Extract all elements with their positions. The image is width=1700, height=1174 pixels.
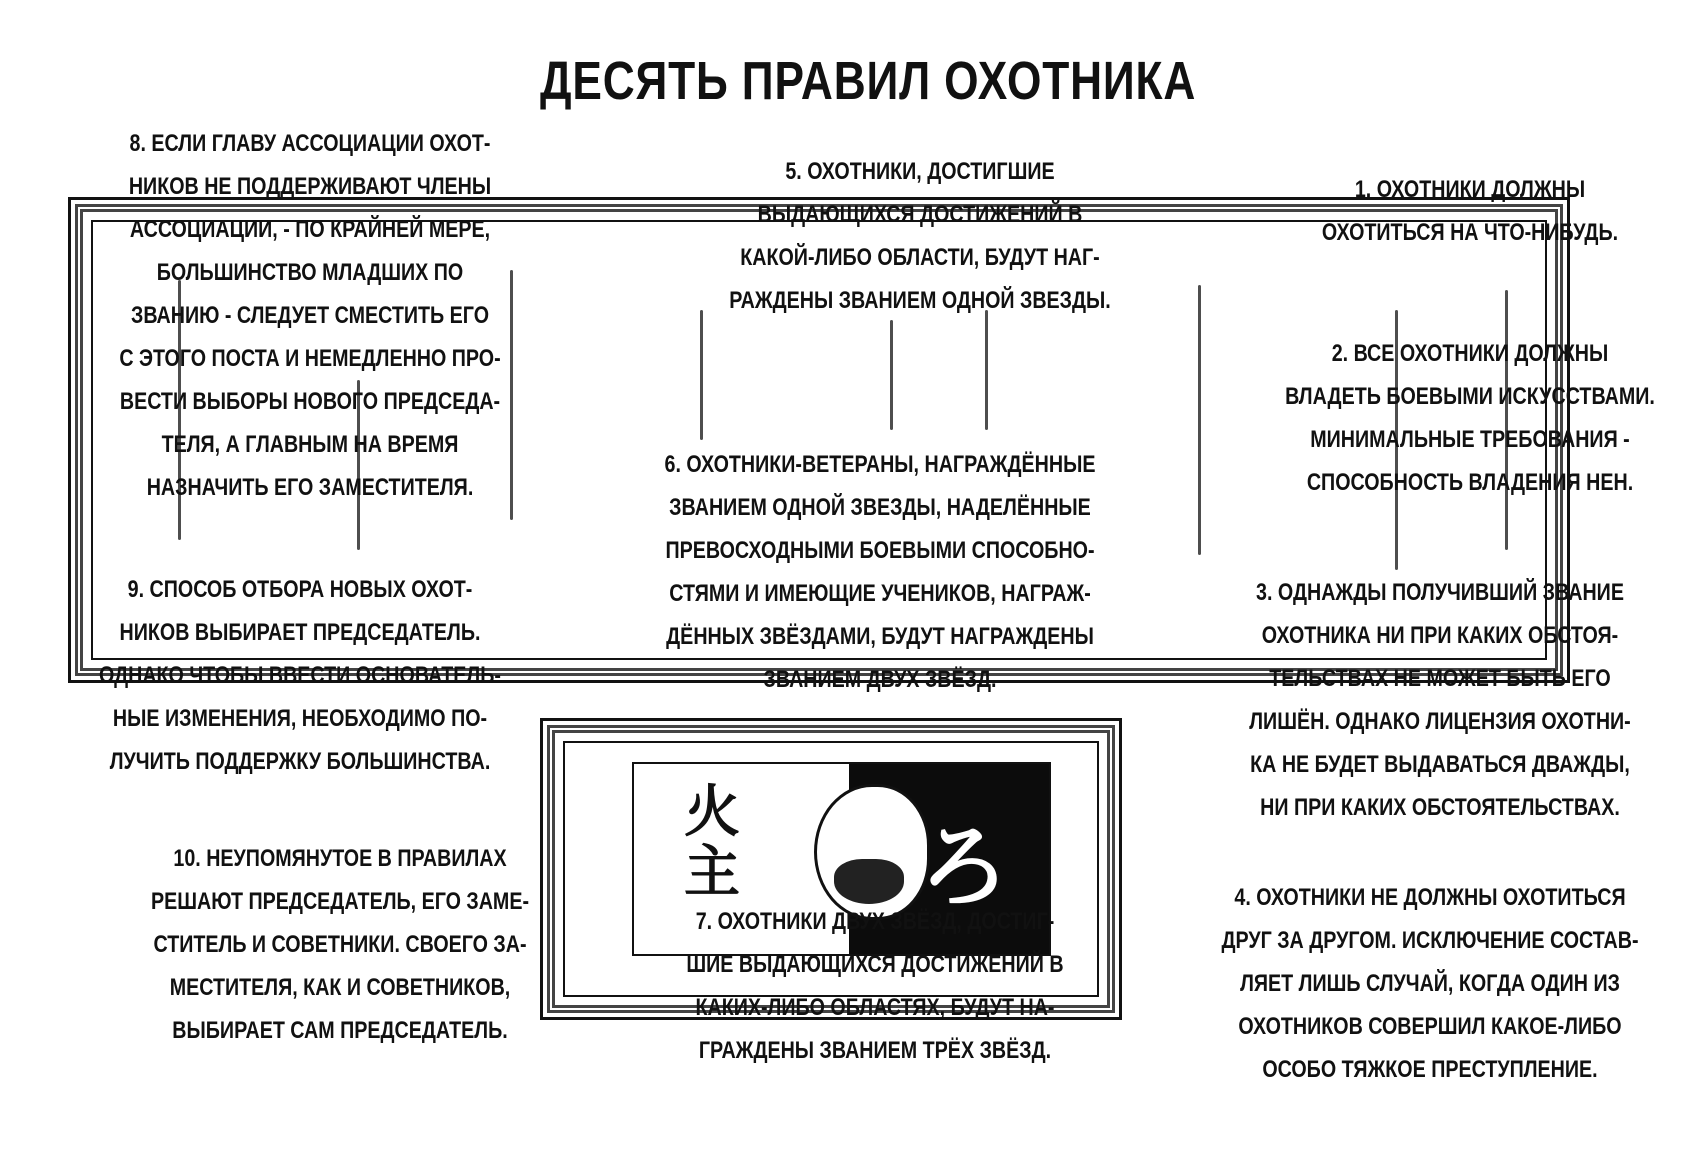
rule-3: 3. ОДНАЖДЫ ПОЛУЧИВШИЙ ЗВАНИЕ ОХОТНИКА НИ ПРИ КАКИХ ОБСТОЯ- ТЕЛЬСТВАХ НЕ МОЖЕТ БЫТЬ ЕГО ЛИШЁН. ОДНАКО ЛИЦЕНЗИЯ ОХОТНИ- КА НЕ БУДЕТ ВЫДАВАТЬСЯ ДВАЖДЫ, НИ ПРИ КАКИХ ОБСТОЯТЕЛЬСТВАХ. <box>1249 579 1631 821</box>
rule-8: 8. ЕСЛИ ГЛАВУ АССОЦИАЦИИ ОХОТ- НИКОВ НЕ ПОДДЕРЖИВАЮТ ЧЛЕНЫ АССОЦИАЦИИ, - ПО КРАЙНЕЙ МЕРЕ, БОЛЬШИНСТВО МЛАДШИХ ПО ЗВАНИЮ - СЛЕДУЕТ СМЕСТИТЬ ЕГО С ЭТОГО ПОСТА И НЕМЕДЛЕННО ПРО- ВЕСТИ ВЫБОРЫ НОВОГО ПРЕДСЕДА- ТЕЛЯ, А ГЛАВНЫМ НА ВРЕМЯ НАЗНАЧИТЬ ЕГО ЗАМЕСТИТЕЛЯ. <box>119 130 501 501</box>
rule-5: 5. ОХОТНИКИ, ДОСТИГШИЕ ВЫДАЮЩИХСЯ ДОСТИЖЕНИЙ В КАКОЙ-ЛИБО ОБЛАСТИ, БУДУТ НАГ- РАЖДЕНЫ ЗВАНИЕМ ОДНОЙ ЗВЕЗДЫ. <box>729 158 1111 314</box>
brush-stroke <box>890 320 893 430</box>
rule-1: 1. ОХОТНИКИ ДОЛЖНЫ ОХОТИТЬСЯ НА ЧТО-НИБУДЬ. <box>1321 176 1619 246</box>
rule-10: 10. НЕУПОМЯНУТОЕ В ПРАВИЛАХ РЕШАЮТ ПРЕДСЕДАТЕЛЬ, ЕГО ЗАМЕ- СТИТЕЛЬ И СОВЕТНИКИ. СВОЕГО ЗА- МЕСТИТЕЛЯ, КАК И СОВЕТНИКОВ, ВЫБИРАЕТ САМ ПРЕДСЕДАТЕЛЬ. <box>151 845 529 1044</box>
rule-9: 9. СПОСОБ ОТБОРА НОВЫХ ОХОТ- НИКОВ ВЫБИРАЕТ ПРЕДСЕДАТЕЛЬ. ОДНАКО ЧТОБЫ ВВЕСТИ ОСНОВАТЕЛЬ- НЫЕ ИЗМЕНЕНИЯ, НЕОБХОДИМО ПО- ЛУЧИТЬ ПОДДЕРЖКУ БОЛЬШИНСТВА. <box>99 576 501 775</box>
brush-stroke <box>1198 285 1201 555</box>
brush-stroke <box>985 310 988 430</box>
rule-4: 4. ОХОТНИКИ НЕ ДОЛЖНЫ ОХОТИТЬСЯ ДРУГ ЗА ДРУГОМ. ИСКЛЮЧЕНИЕ СОСТАВ- ЛЯЕТ ЛИШЬ СЛУЧАЙ, КОГДА ОДИН ИЗ ОХОТНИКОВ СОВЕРШИЛ КАКОЕ-ЛИБО ОСОБО ТЯЖКОЕ ПРЕСТУПЛЕНИЕ. <box>1221 884 1639 1083</box>
chairman-beard <box>834 859 904 904</box>
page-title: ДЕСЯТЬ ПРАВИЛ ОХОТНИКА <box>540 51 1197 111</box>
rule-6: 6. ОХОТНИКИ-ВЕТЕРАНЫ, НАГРАЖДЁННЫЕ ЗВАНИЕМ ОДНОЙ ЗВЕЗДЫ, НАДЕЛЁННЫЕ ПРЕВОСХОДНЫМИ БОЕВЫМИ СПОСОБНО- СТЯМИ И ИМЕЮЩИЕ УЧЕНИКОВ, НАГРАЖ- ДЁННЫХ ЗВЁЗДАМИ, БУДУТ НАГРАЖДЕНЫ ЗВАНИЕМ ДВУХ ЗВЁЗД. <box>664 451 1096 693</box>
kanji-calligraphy: 火 主 <box>684 779 740 905</box>
rule-2: 2. ВСЕ ОХОТНИКИ ДОЛЖНЫ ВЛАДЕТЬ БОЕВЫМИ ИСКУССТВАМИ. МИНИМАЛЬНЫЕ ТРЕБОВАНИЯ - СПОСОБНОСТЬ ВЛАДЕНИЯ НЕН. <box>1285 340 1655 496</box>
brush-glyph-icon: ろ <box>919 814 1009 920</box>
brush-stroke <box>700 310 703 440</box>
rule-7: 7. ОХОТНИКИ ДВУХ ЗВЁЗД, ДОСТИГ- ШИЕ ВЫДАЮЩИХСЯ ДОСТИЖЕНИЙ В КАКИХ-ЛИБО ОБЛАСТЯХ, БУДУТ НА- ГРАЖДЕНЫ ЗВАНИЕМ ТРЁХ ЗВЁЗД. <box>686 908 1064 1064</box>
